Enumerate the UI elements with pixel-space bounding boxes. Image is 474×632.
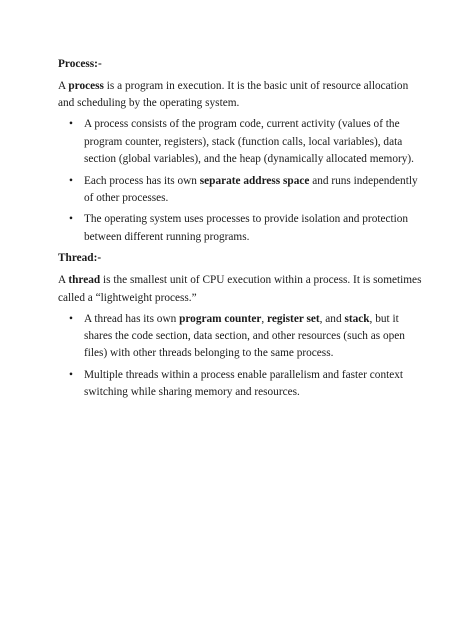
process-bullet-list bbox=[58, 116, 422, 245]
text-run: , and bbox=[319, 312, 345, 325]
bold-term: register set bbox=[267, 312, 320, 325]
process-bullet-item bbox=[58, 211, 422, 245]
text-run: , but it shares the code section, data section, and other resources (such as open files) with other threads belonging to the same process. bbox=[84, 312, 405, 360]
text-run: , bbox=[261, 312, 268, 325]
thread-heading: Thread:- bbox=[58, 252, 102, 265]
thread-bullet-text bbox=[84, 369, 403, 398]
thread-bullet-item bbox=[58, 311, 422, 363]
process-section bbox=[58, 56, 422, 246]
bold-term: thread bbox=[68, 274, 101, 287]
process-intro bbox=[58, 78, 422, 112]
process-bullet-item bbox=[58, 173, 422, 207]
text-run: is the smallest unit of CPU execution within a process. It is sometimes called a “lightweight process.” bbox=[58, 274, 422, 304]
bullet-icon: • bbox=[69, 312, 73, 325]
bold-term: program counter bbox=[179, 312, 262, 325]
thread-section bbox=[58, 250, 422, 401]
thread-bullet-list bbox=[58, 311, 422, 402]
thread-intro bbox=[58, 272, 422, 306]
bullet-icon: • bbox=[69, 174, 73, 187]
bold-term: separate address space bbox=[199, 174, 310, 187]
text-run: A process consists of the program code, current activity (values of the program counter, registers), stack (function calls, local variables), data section (global variables), and the heap (dynamically allocated memory). bbox=[84, 118, 414, 165]
text-run: The operating system uses processes to provide isolation and protection between different running programs. bbox=[84, 213, 409, 243]
document-page bbox=[58, 56, 422, 406]
process-heading: Process:- bbox=[58, 58, 102, 70]
process-bullet-item bbox=[58, 116, 422, 168]
process-bullet-text bbox=[84, 213, 408, 242]
bullet-icon: • bbox=[69, 213, 73, 226]
thread-bullet-text bbox=[84, 313, 405, 359]
bullet-icon: • bbox=[69, 118, 73, 131]
text-run: and runs independently of other processes. bbox=[84, 174, 418, 204]
text-run: Multiple threads within a process enable parallelism and faster context switching while sharing memory and resources. bbox=[84, 368, 404, 399]
process-bullet-text bbox=[84, 175, 418, 204]
thread-bullet-item bbox=[58, 367, 422, 401]
text-run: A bbox=[58, 274, 69, 287]
bold-term: stack bbox=[344, 312, 370, 325]
text-run: A bbox=[58, 80, 69, 92]
text-run: Each process has its own bbox=[84, 174, 200, 187]
text-run: A thread has its own bbox=[84, 312, 180, 325]
process-bullet-text bbox=[84, 118, 414, 164]
text-run: is a program in execution. It is the basic unit of resource allocation and scheduling by the operating system. bbox=[58, 80, 409, 110]
bullet-icon: • bbox=[69, 368, 73, 381]
bold-term: process bbox=[68, 80, 104, 92]
